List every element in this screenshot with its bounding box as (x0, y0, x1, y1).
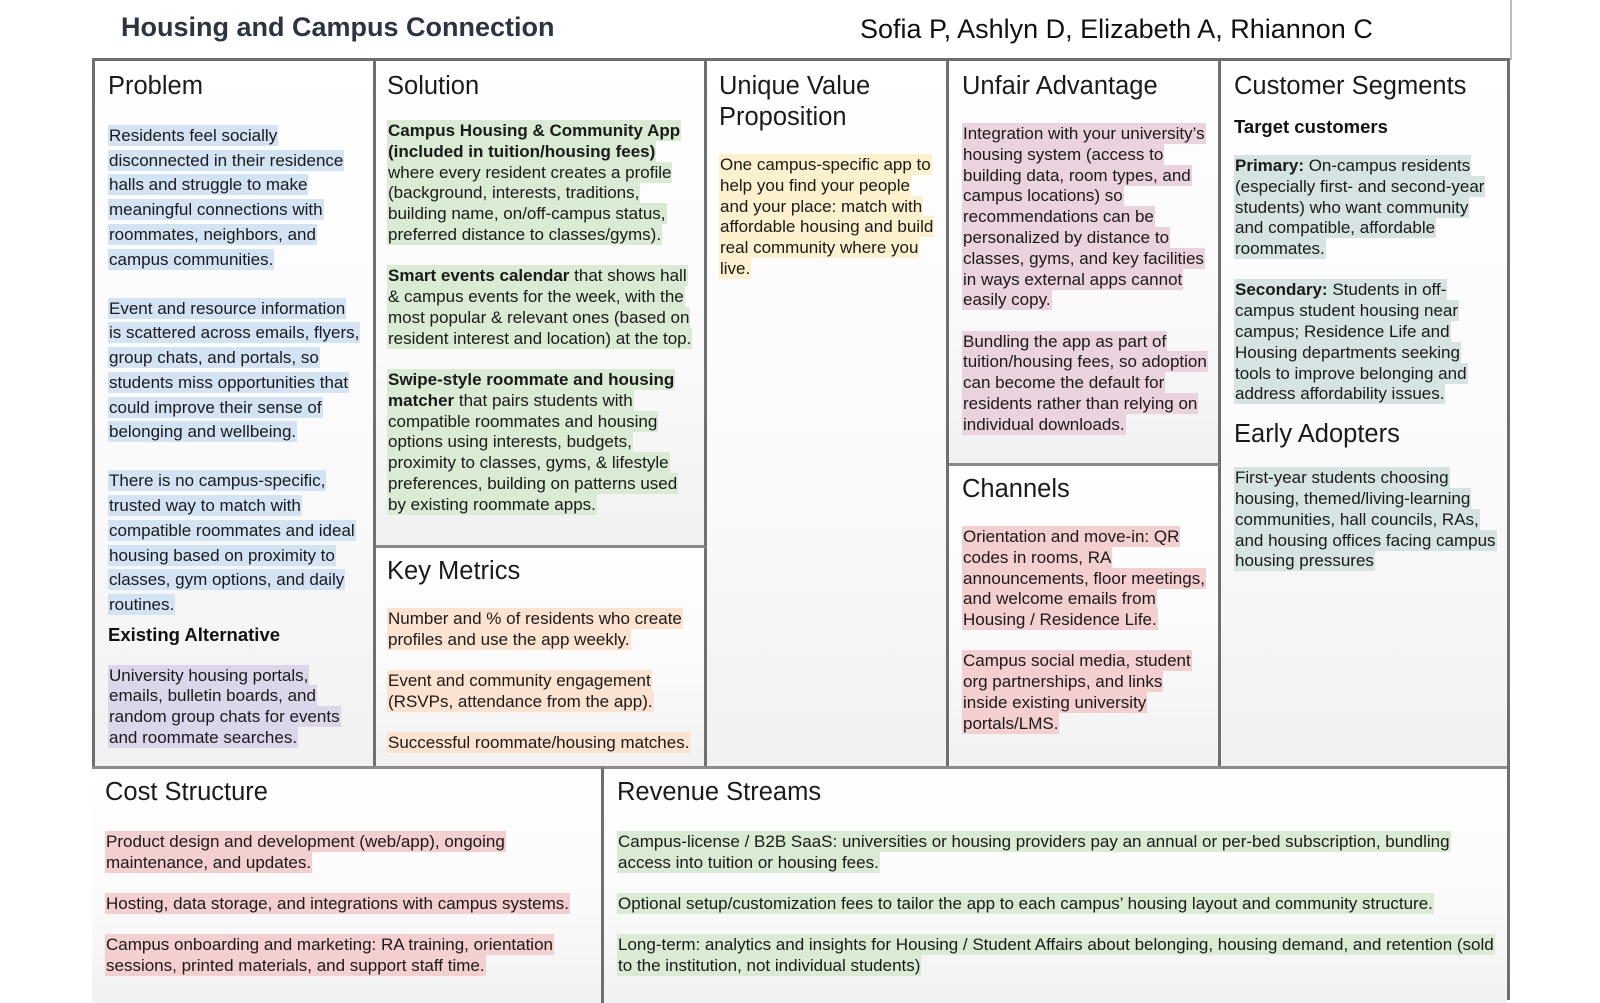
early-adopters-heading: Early Adopters (1234, 420, 1400, 449)
secondary-label: Secondary: (1235, 280, 1328, 300)
unfair-advantage-item-text: Bundling the app as part of tuition/housing fees, so adoption can become the default for residents rather than relying on individual downloads. (963, 331, 1207, 434)
channels-item (962, 651, 1210, 734)
document-authors: Sofia P, Ashlyn D, Elizabeth A, Rhiannon C (860, 14, 1373, 44)
revenue-streams-item (617, 935, 1499, 977)
existing-alternative-heading: Existing Alternative (108, 623, 281, 645)
solution-item-text: that pairs students with compatible roommates and housing options using interests, budgets, proximity to classes, gyms, & lifestyle preferences, building on patterns used by existing roommate apps. (388, 390, 678, 514)
document-title: Housing and Campus Connection (121, 12, 555, 42)
cost-structure-heading: Cost Structure (105, 778, 268, 806)
solution-item-bold: Smart events calendar (388, 266, 570, 286)
solution-item (387, 370, 694, 516)
revenue-streams-cell (604, 766, 1507, 1003)
key-metrics-cell (376, 548, 707, 766)
cost-structure-cell (92, 766, 604, 1003)
early-adopters-text: First-year students choosing housing, themed/living-learning communities, hall councils, RAs, and housing offices facing campus housing pressures (1235, 468, 1496, 571)
key-metrics-list (387, 609, 698, 754)
cost-structure-item (105, 935, 593, 977)
key-metrics-item-text: Number and % of residents who create profiles and use the app weekly. (388, 609, 682, 649)
primary-label: Primary: (1235, 156, 1304, 175)
uvp-cell (707, 61, 949, 766)
uvp-text-block (719, 155, 938, 280)
solution-item-text: that shows hall & campus events for the week, with the most popular & relevant ones (based on resident interest and location) at the top. (388, 266, 692, 348)
unfair-advantage-list (962, 124, 1208, 436)
channels-item-text: Campus social media, student org partnerships, and links inside existing university portals/LMS. (963, 651, 1191, 733)
problem-cell (95, 61, 376, 766)
problem-item (108, 469, 361, 617)
unfair-advantage-item (962, 332, 1208, 436)
channels-item-text: Orientation and move-in: QR codes in rooms, RA announcements, floor meetings, and welcome emails from Housing / Residence Life. (963, 527, 1205, 630)
channels-item (962, 527, 1210, 631)
solution-item (387, 266, 694, 349)
early-adopters-text-block (1234, 468, 1499, 572)
primary-segment (1234, 156, 1499, 260)
key-metrics-heading: Key Metrics (387, 557, 521, 585)
problem-item-text: There is no campus-specific, trusted way to match with compatible roommates and ideal housing based on proximity to classes, gym options, and daily routines. (109, 471, 355, 614)
page-edge-rule (1510, 0, 1512, 60)
uvp-text: One campus-specific app to help you find your people and your place: match with affordable housing and build real community where you live. (720, 155, 934, 278)
revenue-streams-item-text: Optional setup/customization fees to tailor the app to each campus’ housing layout and community structure. (618, 894, 1433, 914)
problem-list (108, 124, 361, 618)
existing-alternative-text: University housing portals, emails, bulletin boards, and random group chats for events and roommate searches. (109, 665, 340, 748)
revenue-streams-item (617, 894, 1499, 915)
revenue-streams-heading: Revenue Streams (617, 778, 822, 806)
problem-item-text: Residents feel socially disconnected in their residence halls and struggle to make meaningful connections with roommates, neighbors, and campus communities. (109, 126, 344, 269)
key-metrics-item (387, 733, 698, 754)
problem-item-text: Event and resource information is scattered across emails, flyers, group chats, and portals, so students miss opportunities that could improve their sense of belonging and wellbeing. (109, 298, 360, 442)
key-metrics-item-text: Successful roommate/housing matches. (388, 733, 690, 753)
unfair-advantage-item-text: Integration with your university’s housing system (access to building data, room types, and campus locations) so recommendations can be personalized by distance to classes, gyms, and key facilities in ways external apps cannot easily copy. (963, 124, 1205, 310)
lean-canvas (92, 58, 1510, 1000)
cost-structure-item-text: Product design and development (web/app), ongoing maintenance, and updates. (106, 832, 505, 872)
channels-list (962, 527, 1210, 735)
revenue-streams-list (617, 832, 1499, 977)
primary-text: On-campus residents (especially first- and second-year students) who want community and compatible, affordable roommates. (1235, 156, 1485, 259)
unfair-advantage-item (962, 124, 1208, 311)
revenue-streams-item-text: Long-term: analytics and insights for Housing / Student Affairs about belonging, housing demand, and retention (sold to the institution, not individual students) (618, 935, 1494, 976)
channels-heading: Channels (962, 475, 1070, 503)
unfair-advantage-heading: Unfair Advantage (962, 72, 1158, 100)
solution-cell (376, 61, 707, 548)
revenue-streams-item-text: Campus-license / B2B SaaS: universities or housing providers pay an annual or per-bed subscription, bundling access into tuition or housing fees. (618, 832, 1450, 872)
solution-item-bold: Swipe-style roommate and housing matcher (388, 369, 675, 410)
cost-structure-item-text: Hosting, data storage, and integrations with campus systems. (106, 894, 570, 914)
problem-heading: Problem (108, 72, 203, 100)
cost-structure-item (105, 894, 593, 915)
problem-item (108, 297, 361, 445)
solution-item-bold: Campus Housing & Community App (included in tuition/housing fees) (388, 121, 681, 161)
solution-list (387, 121, 694, 516)
unfair-advantage-cell (949, 61, 1221, 466)
key-metrics-item-text: Event and community engagement (RSVPs, attendance from the app). (388, 671, 653, 711)
existing-alternative-text-block (108, 666, 361, 749)
problem-item (108, 124, 361, 272)
solution-item-text: where every resident creates a profile (background, interests, traditions, building name, on/off-campus status, preferred distance to classes/gyms). (388, 162, 672, 244)
cost-structure-item-text: Campus onboarding and marketing: RA training, orientation sessions, printed materials, and support staff time. (106, 935, 553, 976)
customer-segments-list (1234, 156, 1499, 405)
cost-structure-item (105, 832, 593, 874)
key-metrics-item (387, 671, 698, 713)
customer-segments-heading: Customer Segments (1234, 72, 1467, 100)
key-metrics-item (387, 609, 698, 651)
cost-structure-list (105, 832, 593, 977)
solution-item (387, 121, 694, 246)
secondary-segment (1234, 280, 1499, 405)
secondary-text: Students in off-campus student housing near campus; Residence Life and Housing departments seeking tools to improve belonging and address affordability issues. (1235, 280, 1467, 404)
channels-cell (949, 466, 1221, 766)
uvp-heading: Unique Value Proposition (719, 72, 871, 131)
target-customers-heading: Target customers (1234, 116, 1388, 137)
customer-segments-cell (1221, 61, 1507, 766)
solution-heading: Solution (387, 72, 480, 100)
revenue-streams-item (617, 832, 1499, 874)
